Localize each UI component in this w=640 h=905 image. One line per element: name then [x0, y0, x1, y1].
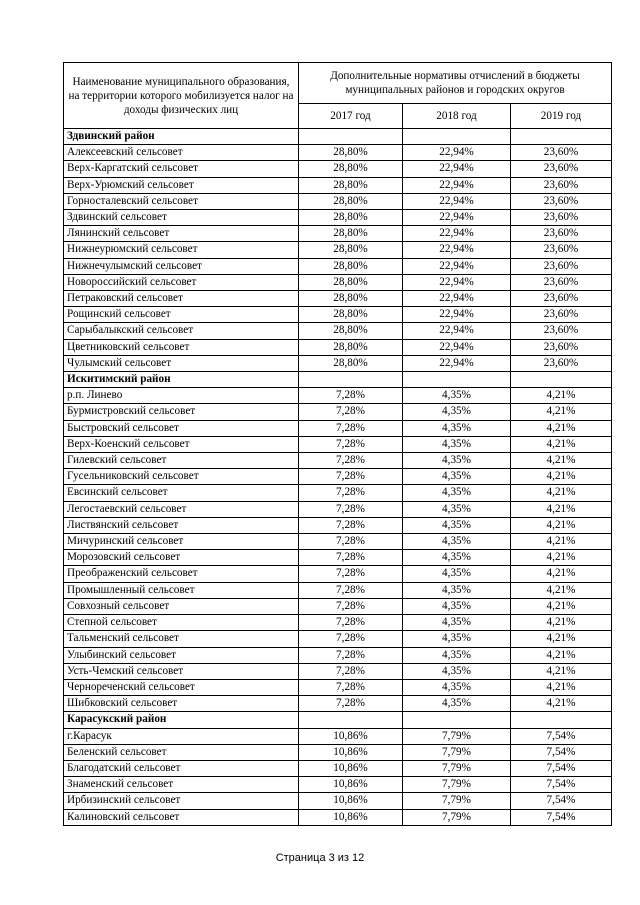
rate-cell-2019: 7,54% [511, 777, 612, 793]
rate-cell-2018: 22,94% [403, 210, 511, 226]
municipality-name: Беленский сельсовет [64, 744, 299, 760]
rate-cell-2018: 4,35% [403, 582, 511, 598]
municipality-name: Верх-Урюмский сельсовет [64, 177, 299, 193]
rate-cell-2017: 7,28% [299, 550, 403, 566]
region-name: Здвинский район [64, 129, 299, 145]
rate-cell-2019: 4,21% [511, 469, 612, 485]
rate-cell-2019: 4,21% [511, 582, 612, 598]
rate-cell-2018: 4,35% [403, 388, 511, 404]
rate-cell-2017: 28,80% [299, 355, 403, 371]
rate-cell-2017: 28,80% [299, 226, 403, 242]
municipality-name: Усть-Чемский сельсовет [64, 663, 299, 679]
table-row [64, 242, 612, 258]
rate-cell-2017: 7,28% [299, 517, 403, 533]
rate-cell-2019: 23,60% [511, 307, 612, 323]
municipality-name: Знаменский сельсовет [64, 777, 299, 793]
rate-cell-2017: 7,28% [299, 404, 403, 420]
rate-cell-2017: 28,80% [299, 193, 403, 209]
rate-cell-2017: 7,28% [299, 598, 403, 614]
municipality-name: Алексеевский сельсовет [64, 145, 299, 161]
header-normatives: Дополнительные нормативы отчислений в бюджеты муниципальных районов и городских округов [299, 63, 612, 104]
rate-cell-2019: 23,60% [511, 291, 612, 307]
rate-cell-2019: 7,54% [511, 809, 612, 825]
rate-cell-2018: 4,35% [403, 436, 511, 452]
rate-cell-2017: 7,28% [299, 679, 403, 695]
table-row [64, 631, 612, 647]
rate-cell-2019: 4,21% [511, 388, 612, 404]
table-row [64, 274, 612, 290]
rate-cell-2017: 7,28% [299, 420, 403, 436]
rate-cell-2017: 28,80% [299, 307, 403, 323]
rate-cell-2018: 4,35% [403, 485, 511, 501]
rate-cell-2017: 10,86% [299, 728, 403, 744]
municipality-name: Цветниковский сельсовет [64, 339, 299, 355]
rate-cell-2019: 4,21% [511, 696, 612, 712]
rate-cell-2019: 23,60% [511, 193, 612, 209]
table-row [64, 161, 612, 177]
table-row [64, 291, 612, 307]
rate-cell-2019: 23,60% [511, 226, 612, 242]
municipality-name: Нижнечулымский сельсовет [64, 258, 299, 274]
rate-cell-2019: 4,21% [511, 420, 612, 436]
page-number: Страница 3 из 12 [275, 852, 365, 864]
region-row [64, 372, 612, 388]
rate-cell-2018: 4,35% [403, 404, 511, 420]
rate-cell-2018: 4,35% [403, 453, 511, 469]
rate-cell-2017: 7,28% [299, 388, 403, 404]
table-row [64, 388, 612, 404]
rate-cell-2018: 22,94% [403, 177, 511, 193]
rate-cell-2017: 7,28% [299, 534, 403, 550]
header-year-2019: 2019 год [511, 104, 612, 129]
rate-cell-2019: 4,21% [511, 631, 612, 647]
municipality-name: Улыбинский сельсовет [64, 647, 299, 663]
rate-cell-2019: 4,21% [511, 517, 612, 533]
municipality-name: Легостаевский сельсовет [64, 501, 299, 517]
rate-cell-2019: 4,21% [511, 615, 612, 631]
region-name: Искитимский район [64, 372, 299, 388]
rate-cell-2019: 4,21% [511, 501, 612, 517]
rate-cell-2018: 4,35% [403, 696, 511, 712]
rate-cell-2019: 23,60% [511, 145, 612, 161]
rate-cell-2018: 7,79% [403, 760, 511, 776]
rate-cell-2018: 4,35% [403, 517, 511, 533]
rate-cell-2018 [403, 129, 511, 145]
rate-cell-2018: 4,35% [403, 631, 511, 647]
table-row [64, 436, 612, 452]
table-row [64, 696, 612, 712]
rate-cell-2018: 7,79% [403, 809, 511, 825]
rate-cell-2018: 22,94% [403, 339, 511, 355]
table-row [64, 323, 612, 339]
table-row [64, 420, 612, 436]
rate-cell-2019: 4,21% [511, 485, 612, 501]
rate-cell-2017: 7,28% [299, 696, 403, 712]
rate-cell-2019: 23,60% [511, 355, 612, 371]
table-row [64, 582, 612, 598]
municipality-name: Рощинский сельсовет [64, 307, 299, 323]
table-row [64, 679, 612, 695]
rate-cell-2017: 28,80% [299, 291, 403, 307]
table-row [64, 193, 612, 209]
municipality-name: Верх-Каргатский сельсовет [64, 161, 299, 177]
rate-cell-2017: 10,86% [299, 744, 403, 760]
rate-cell-2017: 7,28% [299, 436, 403, 452]
municipality-name: Преображенский сельсовет [64, 566, 299, 582]
rate-cell-2018: 22,94% [403, 226, 511, 242]
table-row [64, 615, 612, 631]
rate-cell-2018: 22,94% [403, 323, 511, 339]
rate-cell-2018: 4,35% [403, 566, 511, 582]
rate-cell-2018: 4,35% [403, 501, 511, 517]
table-row [64, 469, 612, 485]
rate-cell-2018: 4,35% [403, 550, 511, 566]
rate-cell-2019: 4,21% [511, 679, 612, 695]
municipality-name: Чернореченский сельсовет [64, 679, 299, 695]
rate-cell-2017: 7,28% [299, 663, 403, 679]
tax-table [63, 62, 612, 826]
rate-cell-2017: 10,86% [299, 777, 403, 793]
municipality-name: Евсинский сельсовет [64, 485, 299, 501]
municipality-name: Совхозный сельсовет [64, 598, 299, 614]
rate-cell-2017: 28,80% [299, 177, 403, 193]
rate-cell-2018: 22,94% [403, 193, 511, 209]
table-row [64, 258, 612, 274]
rate-cell-2017 [299, 372, 403, 388]
header-municipality: Наименование муниципального образования, на территории которого мобилизуется налог на доходы физических лиц [64, 63, 299, 129]
municipality-name: Морозовский сельсовет [64, 550, 299, 566]
rate-cell-2018: 4,35% [403, 647, 511, 663]
municipality-name: Благодатский сельсовет [64, 760, 299, 776]
municipality-name: Степной сельсовет [64, 615, 299, 631]
table-row [64, 177, 612, 193]
rate-cell-2018: 4,35% [403, 598, 511, 614]
table-row [64, 453, 612, 469]
rate-cell-2017: 10,86% [299, 760, 403, 776]
rate-cell-2017: 28,80% [299, 161, 403, 177]
rate-cell-2019: 4,21% [511, 436, 612, 452]
rate-cell-2017: 28,80% [299, 242, 403, 258]
rate-cell-2019: 23,60% [511, 323, 612, 339]
rate-cell-2017: 28,80% [299, 274, 403, 290]
municipality-name: Калиновский сельсовет [64, 809, 299, 825]
header-year-2017: 2017 год [299, 104, 403, 129]
municipality-name: Лянинский сельсовет [64, 226, 299, 242]
region-row [64, 712, 612, 728]
rate-cell-2018 [403, 712, 511, 728]
header-year-2018: 2018 год [403, 104, 511, 129]
rate-cell-2018: 22,94% [403, 145, 511, 161]
table-row [64, 744, 612, 760]
rate-cell-2018: 7,79% [403, 777, 511, 793]
rate-cell-2019: 23,60% [511, 210, 612, 226]
rate-cell-2017 [299, 712, 403, 728]
municipality-name: Нижнеурюмский сельсовет [64, 242, 299, 258]
table-row [64, 226, 612, 242]
table-row [64, 339, 612, 355]
rate-cell-2017: 28,80% [299, 323, 403, 339]
municipality-name: Тальменский сельсовет [64, 631, 299, 647]
municipality-name: Быстровский сельсовет [64, 420, 299, 436]
rate-cell-2019: 4,21% [511, 534, 612, 550]
rate-cell-2018: 22,94% [403, 355, 511, 371]
rate-cell-2017: 7,28% [299, 501, 403, 517]
rate-cell-2019: 7,54% [511, 760, 612, 776]
municipality-name: Петраковский сельсовет [64, 291, 299, 307]
municipality-name: г.Карасук [64, 728, 299, 744]
rate-cell-2018: 4,35% [403, 679, 511, 695]
rate-cell-2017: 28,80% [299, 210, 403, 226]
municipality-name: Шибковский сельсовет [64, 696, 299, 712]
rate-cell-2017: 7,28% [299, 485, 403, 501]
rate-cell-2018: 4,35% [403, 663, 511, 679]
rate-cell-2017: 28,80% [299, 145, 403, 161]
rate-cell-2019: 23,60% [511, 258, 612, 274]
rate-cell-2018: 22,94% [403, 161, 511, 177]
table-row [64, 534, 612, 550]
municipality-name: р.п. Линево [64, 388, 299, 404]
table-row [64, 550, 612, 566]
rate-cell-2017: 28,80% [299, 258, 403, 274]
table-row [64, 517, 612, 533]
rate-cell-2017: 7,28% [299, 453, 403, 469]
table-row [64, 760, 612, 776]
rate-cell-2019: 23,60% [511, 339, 612, 355]
rate-cell-2018: 7,79% [403, 728, 511, 744]
rate-cell-2019: 7,54% [511, 793, 612, 809]
rate-cell-2018: 4,35% [403, 615, 511, 631]
rate-cell-2017: 10,86% [299, 809, 403, 825]
rate-cell-2017: 7,28% [299, 469, 403, 485]
municipality-name: Мичуринский сельсовет [64, 534, 299, 550]
municipality-name: Гусельниковский сельсовет [64, 469, 299, 485]
table-row [64, 404, 612, 420]
municipality-name: Здвинский сельсовет [64, 210, 299, 226]
rate-cell-2019: 4,21% [511, 453, 612, 469]
municipality-name: Промышленный сельсовет [64, 582, 299, 598]
rate-cell-2017 [299, 129, 403, 145]
municipality-name: Верх-Коенский сельсовет [64, 436, 299, 452]
table-row [64, 145, 612, 161]
municipality-name: Ирбизинский сельсовет [64, 793, 299, 809]
table-row [64, 598, 612, 614]
table-row [64, 663, 612, 679]
rate-cell-2018: 4,35% [403, 420, 511, 436]
municipality-name: Новороссийский сельсовет [64, 274, 299, 290]
region-row [64, 129, 612, 145]
rate-cell-2018 [403, 372, 511, 388]
rate-cell-2019: 4,21% [511, 647, 612, 663]
rate-cell-2017: 7,28% [299, 647, 403, 663]
table-row [64, 485, 612, 501]
rate-cell-2017: 7,28% [299, 566, 403, 582]
table-row [64, 566, 612, 582]
municipality-name: Бурмистровский сельсовет [64, 404, 299, 420]
rate-cell-2019 [511, 129, 612, 145]
rate-cell-2017: 7,28% [299, 582, 403, 598]
rate-cell-2017: 7,28% [299, 615, 403, 631]
table-row [64, 728, 612, 744]
rate-cell-2017: 7,28% [299, 631, 403, 647]
rate-cell-2018: 22,94% [403, 291, 511, 307]
table-row [64, 355, 612, 371]
table-row [64, 501, 612, 517]
rate-cell-2019: 23,60% [511, 177, 612, 193]
municipality-name: Сарыбалыкский сельсовет [64, 323, 299, 339]
table-row [64, 809, 612, 825]
region-name: Карасукский район [64, 712, 299, 728]
rate-cell-2018: 22,94% [403, 274, 511, 290]
table-row [64, 647, 612, 663]
rate-cell-2019: 7,54% [511, 728, 612, 744]
rate-cell-2019 [511, 712, 612, 728]
rate-cell-2018: 7,79% [403, 793, 511, 809]
rate-cell-2018: 22,94% [403, 258, 511, 274]
rate-cell-2019: 7,54% [511, 744, 612, 760]
rate-cell-2018: 7,79% [403, 744, 511, 760]
rate-cell-2019: 4,21% [511, 404, 612, 420]
rate-cell-2019: 23,60% [511, 161, 612, 177]
rate-cell-2017: 10,86% [299, 793, 403, 809]
table-row [64, 777, 612, 793]
rate-cell-2018: 22,94% [403, 242, 511, 258]
rate-cell-2018: 4,35% [403, 534, 511, 550]
municipality-name: Листвянский сельсовет [64, 517, 299, 533]
table-row [64, 210, 612, 226]
municipality-name: Чулымский сельсовет [64, 355, 299, 371]
rate-cell-2017: 28,80% [299, 339, 403, 355]
rate-cell-2018: 22,94% [403, 307, 511, 323]
table-row [64, 793, 612, 809]
table-body [64, 129, 612, 826]
rate-cell-2019: 4,21% [511, 566, 612, 582]
rate-cell-2019: 4,21% [511, 550, 612, 566]
municipality-name: Горносталевский сельсовет [64, 193, 299, 209]
rate-cell-2019: 23,60% [511, 242, 612, 258]
rate-cell-2019: 4,21% [511, 598, 612, 614]
rate-cell-2019: 4,21% [511, 663, 612, 679]
rate-cell-2018: 4,35% [403, 469, 511, 485]
municipality-name: Гилевский сельсовет [64, 453, 299, 469]
table-row [64, 307, 612, 323]
rate-cell-2019 [511, 372, 612, 388]
rate-cell-2019: 23,60% [511, 274, 612, 290]
